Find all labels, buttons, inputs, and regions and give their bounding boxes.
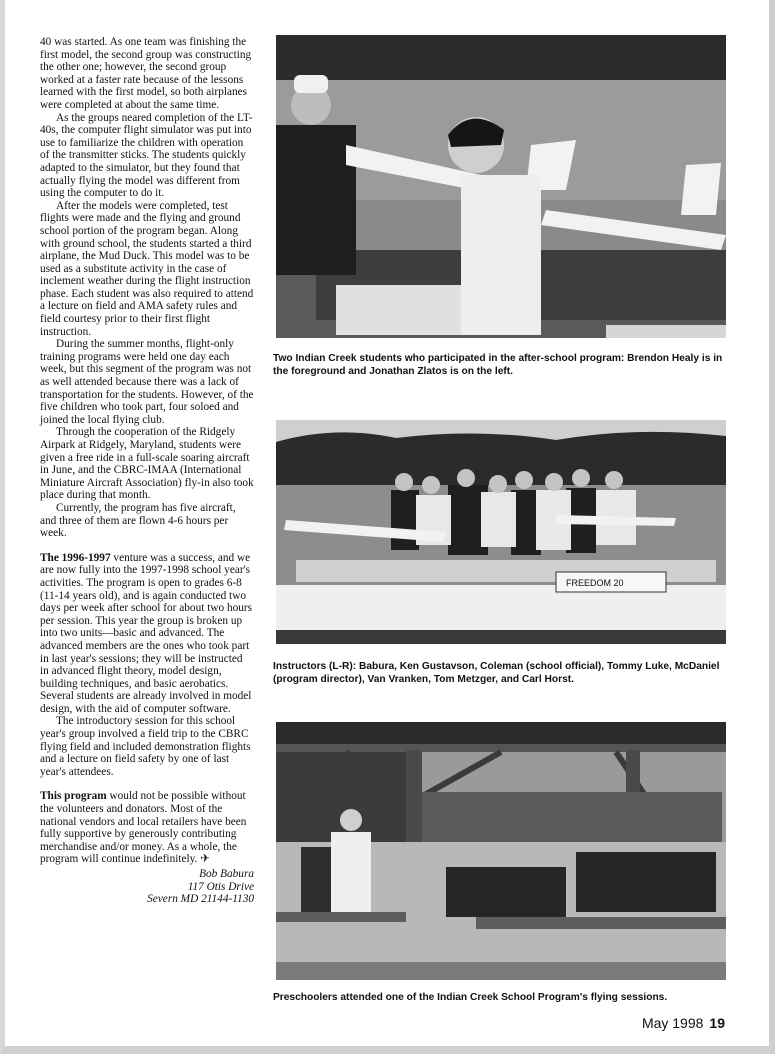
author-name: Bob Babura [199,868,254,880]
paragraph-9 [40,790,254,866]
photo-preschoolers [276,722,726,980]
author-signature [40,868,254,906]
paragraph-2: As the groups neared completion of the LT-40s, the computer flight simulator was put into use to familiarize the children with operation of the transmitter sticks. The students quickly adapted to the simulator, but they found that actually flying the model was different from using the computer to do it. [40,111,253,200]
photo-students-with-planes [276,35,726,338]
page-number: 19 [709,1015,725,1031]
paragraph-7 [40,552,254,716]
photo-1-caption: Two Indian Creek students who participated in the after-school program: Brendon Healy is in the foreground and Jonathan Zlatos is on the left. [273,353,723,377]
photo-2-caption: Instructors (L-R): Babura, Ken Gustavson, Coleman (school official), Tommy Luke, McDaniel (program director), Van Vranken, Tom Metzger, and Carl Horst. [273,661,720,685]
paragraph-9-body: would not be possible without the volunteers and donators. Most of the national vendors and local retailers have been fully supportive by generously contributing merchandise and/or money. As a whole, the program will continue indefinitely. ✈ [40,790,247,866]
paragraph-8: The introductory session for this school year's group involved a field trip to the CBRC flying field and included demonstration flights and a lecture on field safety by one of last year's attendees. [40,715,251,778]
paragraph-9-lead: This program [40,790,107,803]
photo-instructors [276,420,726,644]
photo-instructors-illustration [276,420,726,644]
issue-date: May 1998 [641,1015,704,1031]
paragraph-5: Through the cooperation of the Ridgely Airpark at Ridgely, Maryland, students were given a free ride in a full-scale soaring aircraft in June, and the CBRC-IMAA (International Miniature Aircraft Association) fly-in also took place during that month. [40,426,254,502]
photo-3-caption: Preschoolers attended one of the Indian Creek School Program's flying sessions. [273,992,668,1003]
author-city: Severn MD 21144-1130 [147,893,254,906]
page-footer [642,1015,725,1031]
article-column [40,36,254,906]
paragraph-7-lead: The 1996-1997 [40,551,111,564]
author-street: 117 Otis Drive [187,880,254,893]
photo-students-illustration [276,35,726,338]
photo-preschoolers-illustration [276,722,726,980]
paragraph-3: After the models were completed, test flights were made and the flying and ground school portion of the program began. Along with ground school, the students started a third airplane, the Mud Duck. This model was to be used as a substitute activity in the case of inclement weather during the flight instruction phase. Each student was also required to attend a lecture on field and AMA safety rules and field courtesy prior to their first flight instruction. [40,199,254,338]
paragraph-1: 40 was started. As one team was finishing the first model, the second group was constructing the other one; however, the second group worked at a faster rate because of the lessons learned with the first model, so both airplanes were completed at about the same time. [40,36,252,111]
freedom-box-label: FREEDOM 20 [566,578,624,588]
paragraph-7-body: venture was a success, and we are now fully into the 1997-1998 school year's activities. The program is open to grades 6-8 (11-14 years old), and is again conducted two days per week after school for about two hours per session. This year the group is broken up into two units—basic and advanced. The advanced members are the ones who took part in last year's sessions; they will be instructed in advanced flight theory, model design, building techniques, and basic aerobatics. Several students are already involved in model design, with the aid of computer software. [40,551,253,715]
paragraph-6: Currently, the program has five aircraft, and three of them are flown 4-6 hours per week. [40,501,236,540]
paragraph-4: During the summer months, flight-only training programs were held one day each week, but this segment of the program was not as well attended because there was a lack of transportation for the students. However, of the five children who took part, four soloed and joined the local flying club. [40,338,254,426]
